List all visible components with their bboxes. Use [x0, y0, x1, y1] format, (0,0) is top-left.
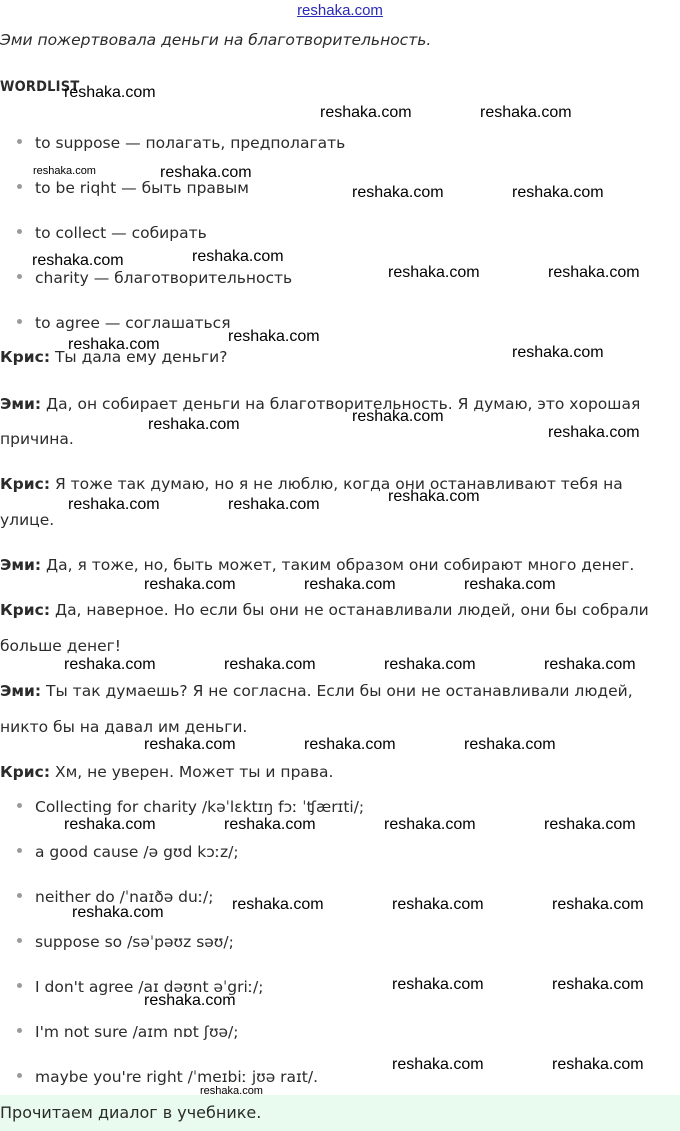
watermark: reshaka.com: [228, 328, 320, 345]
watermark: reshaka.com: [192, 248, 284, 265]
watermark: reshaka.com: [548, 424, 640, 441]
speaker-name: Эми:: [0, 556, 42, 574]
watermark: reshaka.com: [352, 184, 444, 201]
speaker-name: Крис:: [0, 763, 51, 781]
watermark: reshaka.com: [224, 816, 316, 833]
dialogue-line: Крис: Я тоже так думаю, но я не люблю, когда они останавливают тебя на: [0, 475, 623, 493]
watermark: reshaka.com: [392, 1056, 484, 1073]
dialogue-line-continued: причина.: [0, 430, 74, 448]
site-link[interactable]: reshaka.com: [297, 2, 383, 19]
bullet-icon: [17, 803, 22, 808]
bullet-icon: [17, 184, 22, 189]
dialogue-line-continued: больше денег!: [0, 637, 122, 655]
page-title: Эми пожертвовала деньги на благотворительность.: [0, 31, 432, 49]
wordlist-item: charity — благотворительность: [17, 269, 292, 287]
dialogue-line: Крис: Да, наверное. Но если бы они не останавливали людей, они бы собрали: [0, 601, 649, 619]
bullet-icon: [17, 229, 22, 234]
watermark: reshaka.com: [33, 165, 96, 177]
watermark: reshaka.com: [304, 576, 396, 593]
footer-text: Прочитаем диалог в учебнике.: [0, 1103, 262, 1122]
speaker-name: Эми:: [0, 682, 42, 700]
watermark: reshaka.com: [384, 656, 476, 673]
phrase-item: Collecting for charity /kəˈlɛktɪŋ fɔː ˈʧærɪti/;: [17, 798, 364, 816]
bullet-icon: [17, 893, 22, 898]
bullet-icon: [17, 938, 22, 943]
dialogue-line: Крис: Хм, не уверен. Может ты и права.: [0, 763, 334, 781]
watermark: reshaka.com: [148, 416, 240, 433]
speaker-name: Эми:: [0, 395, 42, 413]
bullet-icon: [17, 1028, 22, 1033]
dialogue-line: Эми: Да, он собирает деньги на благотворительность. Я думаю, это хорошая: [0, 395, 641, 413]
bullet-icon: [17, 139, 22, 144]
watermark: reshaka.com: [32, 252, 124, 269]
watermark: reshaka.com: [512, 184, 604, 201]
dialogue-line: Эми: Ты так думаешь? Я не согласна. Если бы они не останавливали людей,: [0, 682, 633, 700]
watermark: reshaka.com: [544, 656, 636, 673]
watermark: reshaka.com: [388, 264, 480, 281]
watermark: reshaka.com: [552, 976, 644, 993]
bullet-icon: [17, 1073, 22, 1078]
watermark: reshaka.com: [552, 1056, 644, 1073]
watermark: reshaka.com: [544, 816, 636, 833]
watermark: reshaka.com: [552, 896, 644, 913]
watermark: reshaka.com: [144, 992, 236, 1009]
wordlist-item: to suppose — полагать, предполагать: [17, 134, 345, 152]
dialogue-line-continued: никто бы на давал им деньги.: [0, 718, 248, 736]
watermark: reshaka.com: [480, 104, 572, 121]
watermark: reshaka.com: [232, 896, 324, 913]
watermark: reshaka.com: [144, 736, 236, 753]
wordlist-item: to agree — соглашаться: [17, 314, 231, 332]
watermark: reshaka.com: [68, 336, 160, 353]
bullet-icon: [17, 319, 22, 324]
watermark: reshaka.com: [72, 904, 164, 921]
watermark: reshaka.com: [160, 164, 252, 181]
wordlist-item: to collect — собирать: [17, 224, 207, 242]
watermark: reshaka.com: [392, 976, 484, 993]
dialogue-line: Крис: Ты дала ему деньги?: [0, 348, 228, 366]
watermark: reshaka.com: [320, 104, 412, 121]
phrase-item: I'm not sure /aɪm nɒt ʃʊə/;: [17, 1023, 239, 1041]
phrase-item: a good cause /ə gʊd kɔːz/;: [17, 843, 239, 861]
watermark: reshaka.com: [64, 84, 156, 101]
speaker-name: Крис:: [0, 601, 51, 619]
speaker-name: Крис:: [0, 348, 51, 366]
watermark: reshaka.com: [392, 896, 484, 913]
watermark: reshaka.com: [68, 496, 160, 513]
watermark: reshaka.com: [64, 656, 156, 673]
speaker-name: Крис:: [0, 475, 51, 493]
phrase-item: suppose so /səˈpəʊz səʊ/;: [17, 933, 234, 951]
bullet-icon: [17, 848, 22, 853]
dialogue-line: Эми: Да, я тоже, но, быть может, таким образом они собирают много денег.: [0, 556, 635, 574]
watermark: reshaka.com: [228, 496, 320, 513]
wordlist-heading: WORDLIST: [0, 79, 80, 95]
watermark: reshaka.com: [304, 736, 396, 753]
phrase-item: maybe you're right /ˈmeɪbiː jʊə raɪt/.: [17, 1068, 318, 1086]
phrase-item: neither do /ˈnaɪðə duː/;: [17, 888, 214, 906]
watermark: reshaka.com: [64, 816, 156, 833]
dialogue-line-continued: улице.: [0, 511, 55, 529]
bullet-icon: [17, 983, 22, 988]
watermark: reshaka.com: [464, 736, 556, 753]
watermark: reshaka.com: [388, 488, 480, 505]
watermark: reshaka.com: [144, 576, 236, 593]
watermark: reshaka.com: [224, 656, 316, 673]
bullet-icon: [17, 274, 22, 279]
watermark: reshaka.com: [464, 576, 556, 593]
phrase-item: I don't agree /aɪ dəʊnt əˈgriː/;: [17, 978, 263, 996]
watermark: reshaka.com: [352, 408, 444, 425]
watermark: reshaka.com: [200, 1085, 263, 1097]
wordlist-item: to be riqht — быть правым: [17, 179, 249, 197]
watermark: reshaka.com: [512, 344, 604, 361]
watermark: reshaka.com: [384, 816, 476, 833]
watermark: reshaka.com: [548, 264, 640, 281]
